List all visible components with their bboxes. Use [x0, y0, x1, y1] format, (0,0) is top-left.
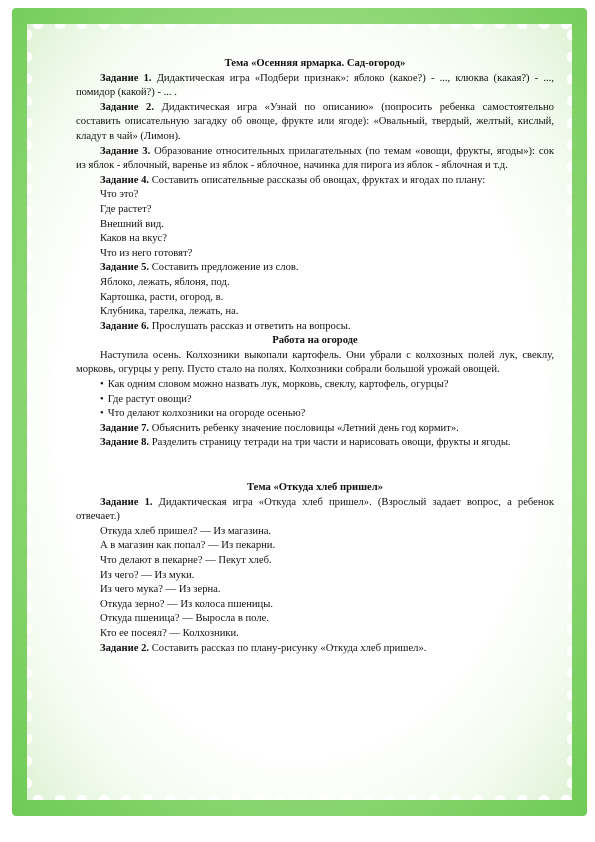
- bullet-icon: •: [100, 408, 104, 420]
- plan-line: Где растет?: [100, 203, 152, 215]
- plan-line: Что это?: [100, 189, 139, 201]
- question-item: • Где растут овощи?: [100, 393, 192, 405]
- bullet-icon: •: [100, 393, 104, 405]
- question-item: • Что делают колхозники на огороде осенью?: [100, 408, 306, 420]
- words-line: Картошка, расти, огород, в.: [100, 291, 224, 303]
- plan-line: Внешний вид.: [100, 218, 164, 230]
- story-text: Наступила осень. Колхозники выкопали картофель. Они убрали с колхозных полей лук, свеклу, морковь, огурцы у репу. Пусто стало на полях. Колхозники собрали большой урожай овощей.: [76, 349, 554, 376]
- task2: Задание 2. Дидактическая игра «Узнай по описанию» (попросить ребенка самостоятельно составить описательную загадку об овоще, фрукте или ягоде): «Овальный, твердый, желтый, кислый, кладут в чай» (Лимон).: [76, 101, 554, 142]
- dialog-line: Откуда хлеб пришел? — Из магазина.: [100, 525, 272, 537]
- dialog-line: Откуда зерно? — Из колоса пшеницы.: [100, 598, 273, 610]
- plan-line: Каков на вкус?: [100, 233, 167, 245]
- dialog-line: А в магазин как попал? — Из пекарни.: [100, 540, 276, 552]
- words-line: Яблоко, лежать, яблоня, под.: [100, 276, 230, 288]
- story-title: Работа на огороде: [272, 335, 358, 347]
- task4: Задание 4. Составить описательные рассказы об овощах, фруктах и ягодах по плану:: [100, 174, 486, 186]
- words-line: Клубника, тарелка, лежать, на.: [100, 306, 239, 318]
- task6: Задание 6. Прослушать рассказ и ответить на вопросы.: [100, 320, 351, 332]
- task1: Задание 1. Дидактическая игра «Подбери признак»: яблоко (какое?) - ..., клюква (какая?) - ..., помидор (какой?) - ... .: [76, 72, 554, 99]
- section-gap: [76, 451, 554, 481]
- bullet-icon: •: [100, 379, 104, 391]
- dialog-line: Из чего? — Из муки.: [100, 569, 195, 581]
- task2-2: Задание 2. Составить рассказ по плану-рисунку «Откуда хлеб пришел».: [100, 642, 427, 654]
- task8: Задание 8. Разделить страницу тетради на три части и нарисовать овощи, фрукты и ягоды.: [100, 437, 511, 449]
- task2-1: Задание 1. Дидактическая игра «Откуда хлеб пришел». (Взрослый задает вопрос, а ребенок отвечает.): [76, 496, 554, 523]
- dialog-line: Откуда пшеница? — Выросла в поле.: [100, 613, 269, 625]
- section1-title: Тема «Осенняя ярмарка. Сад-огород»: [224, 58, 406, 69]
- dialog-line: Из чего мука? — Из зерна.: [100, 584, 221, 596]
- document-content: [76, 57, 554, 656]
- task3: Задание 3. Образование относительных прилагательных (по темам «овощи, фрукты, ягоды»): сок из яблок - яблочный, варенье из яблок - яблочное, начинка для пирога из яблок - яблочная и т.д.: [76, 145, 554, 172]
- plan-line: Что из него готовят?: [100, 247, 193, 259]
- question-item: • Как одним словом можно назвать лук, морковь, свеклу, картофель, огурцы?: [100, 379, 449, 391]
- task7: Задание 7. Объяснить ребенку значение пословицы «Летний день год кормит».: [100, 422, 459, 434]
- dialog-line: Кто ее посеял? — Колхозники.: [100, 627, 239, 639]
- task5: Задание 5. Составить предложение из слов.: [100, 262, 299, 274]
- dialog-line: Что делают в пекарне? — Пекут хлеб.: [100, 555, 272, 566]
- section2-title: Тема «Откуда хлеб пришел»: [247, 482, 383, 494]
